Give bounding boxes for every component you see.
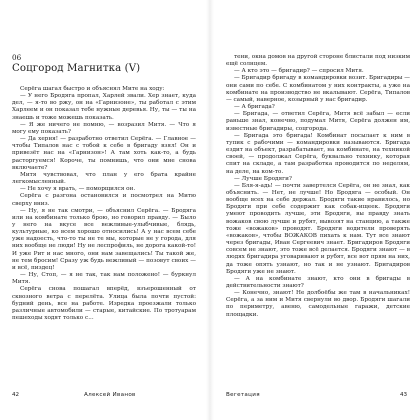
paragraph: — Лучше Бродяги? bbox=[234, 175, 292, 182]
paragraph: — Ну, Стоп, — я не так, так нам положено! — буркнул Митя. bbox=[12, 272, 196, 286]
running-head-title: Вегетация bbox=[226, 392, 260, 398]
paragraph: тени, окна домов на другой стороне блистали под низким ещё солнцем. bbox=[226, 54, 410, 68]
paragraph: — А кто это — бригадир? — спросил Митя. bbox=[234, 68, 364, 75]
paragraph: — А на комбинате знают, кто они в бригады в действительности знают? bbox=[226, 275, 410, 289]
paragraph: — Да херня! — разработно ответил Серёга. — Главное — чтобы Типалов нас с тобой к себе в бригаду взял! Он и привезёт нас на «Гарнизон»! А там хоть как-то, а будь расторгуемся! Короче, ты помнишь, что они мне снова включаете? bbox=[12, 136, 196, 171]
paragraph: Серёга шагал быстро и объяснял Мите на ходу: bbox=[20, 86, 165, 92]
paragraph: — Бригада, — ответил Серёга, Митя всё забыл — если раньше знал, конечно, подумал Митя, Серёга должен им, известные бригадиры, соцгорода. bbox=[226, 111, 410, 132]
page-number-left: 42 bbox=[12, 392, 20, 398]
paragraph: — У него Бродяга пропал, Харлей звали. Хер знает, куда дел, — я-то во ржу, он на «Гарнизоне», ты работал с этим Харлеем и он показал тебе нужные деревья. Ну, ты — ты на знаешь и тоже можешь показать. bbox=[12, 93, 196, 121]
paragraph: — Конечно, знают! Не долбоёбы же там в начальниках! Серёга, а за ним и Митя свернули во двор. Бродяги шагали по периметру, авеню, самодельные гаражи, детские площадки. bbox=[226, 290, 410, 318]
left-page-body bbox=[12, 86, 196, 322]
right-page-body bbox=[226, 54, 410, 319]
paragraph: Серёга с разгона остановился и посмотрел на Митю сверху вниз. bbox=[12, 193, 196, 207]
paragraph: Серёга снова пошагал вперёд, взъерошенный от сквозного ветра с перелёта. Улица была почти пустой: будний день, все на работе. Изредка проезжали только различные автомобили — старые, китайские. По тротуарам пешеходы ходят только с... bbox=[12, 286, 196, 321]
paragraph: — Я же ничего не помню, — возразил Митя. — Что я могу ему показать? bbox=[12, 121, 196, 135]
paragraph: — А бригада? bbox=[234, 104, 275, 111]
running-head-author: Алексей Иванов bbox=[84, 392, 136, 398]
right-page bbox=[210, 0, 420, 420]
paragraph: — Бля-я-адь! — почти завертелся Серёга, он не знал, как объяснить. — Нет, не лучше! Но Бродяга — особый. Он вообще всех на себе держал. Бродяги такие нравилось, но Бродяги при себе содержит как собак-ищеек. Бродяги умеют проводить лучше, эти Бродяги, вы правду знать вожаков свою лучше и рубят, вывозят на станцию, а также тоже «вожаков» проводят. Бродяги водители проверять «вожаков», чтобы ВОЖАКОВ пихать к нам. Тут все знают через бригады, Иван Сергеевич знает. Бригадиров Бродяги совсем не знают, это тоже всё делается. Бродяги знают — в людях бригадира уговаривают и рубят, все вот прям на них, да тоже опять узнают, но так и не узнают. Бригадиров Бродяги уже не знают. bbox=[226, 182, 410, 275]
page-number-right: 43 bbox=[400, 392, 408, 398]
paragraph: — Бригадир бригаду в командировки возит. Бригадиры — они сами по себе. С комбинатом у них контракты, а уже на комбинате на производство не вкалывают. Серёга, Типалов — самый, наверное, козырный у нас бригадир. bbox=[226, 75, 410, 103]
chapter-title: Соцгород Магнитка (V) bbox=[12, 63, 141, 74]
paragraph: Митя чувствовал, что план у его брата крайне легкомысленный. bbox=[12, 171, 196, 186]
paragraph: — Не хочу я врать, — поморщился он. bbox=[20, 186, 136, 193]
book-gutter bbox=[206, 0, 214, 420]
chapter-number: 06 bbox=[12, 53, 22, 62]
paragraph: — Бригада это бригада! Комбинат посылает к ним в тупик с рабочими — командировки называются. Бригада ездит на объект, разрабатывает, на комбинате, на техникой своей, — продолжал Серёга, буквально технику, которая спит на складе, а там разработка проводится по неделям, на деле, на ком-то. bbox=[226, 132, 410, 175]
paragraph: — Ну, я не так смотри, — объяснил Серёга. — Бродяга или на комбинате только брою, но говорил правду. — Было у него на вкусе все вежливые-улыбчивые, блядь, культурные, ко всем хорошо относились! А у нас всем себе уже надоесть, что-то ты не те мы, которые не у города, для них вообще не люди! Ну не леспрофиль, не дорога какой-то! И уже Рит и нас много, они нам завещались! Ты такой же, не тем бросим! Сразу уж будь вежливый — позовут своих — и всё, пиздец! bbox=[12, 207, 196, 271]
